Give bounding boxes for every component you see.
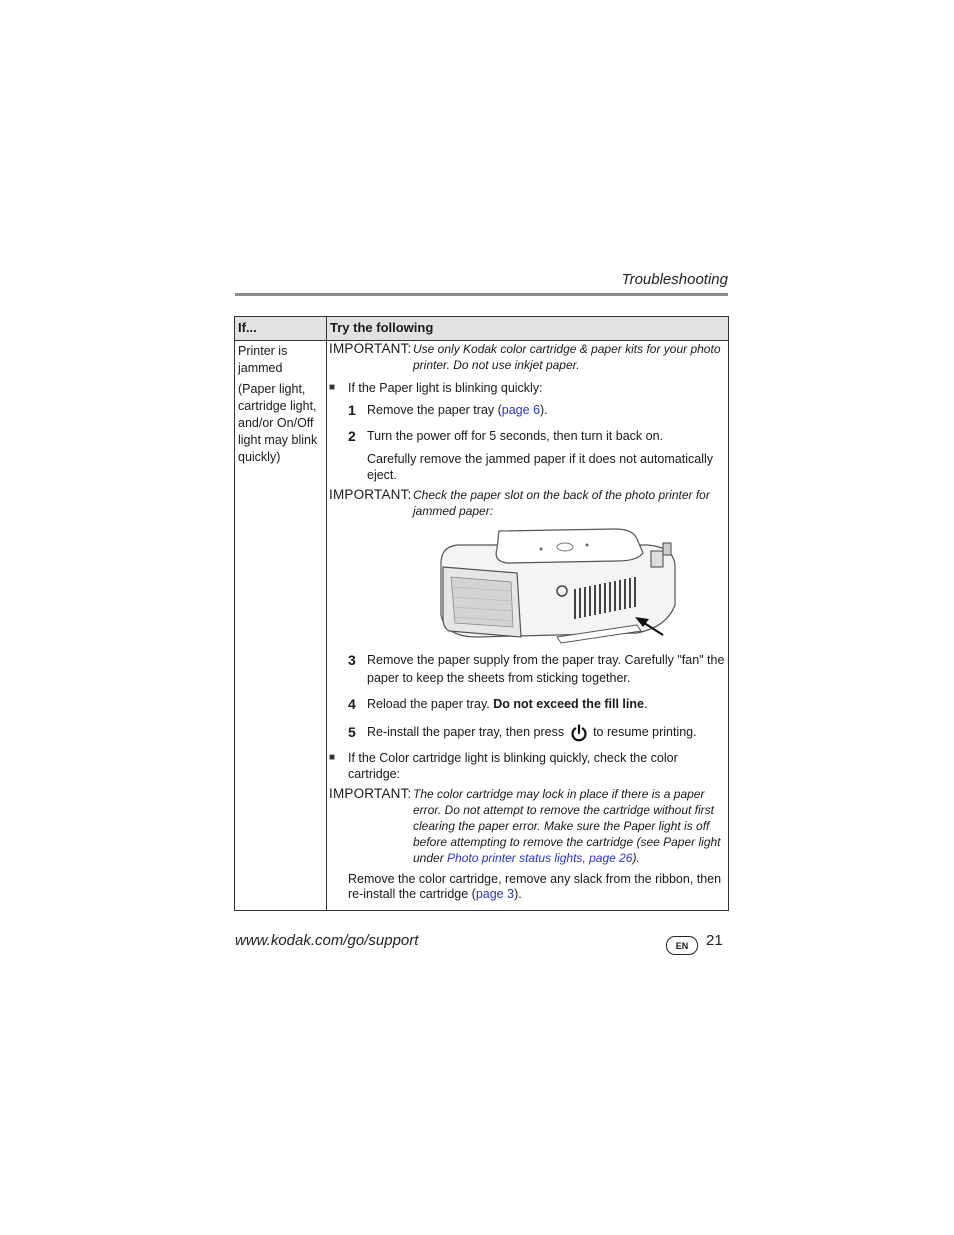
step-text-part: Re-install the paper tray, then press (367, 725, 565, 739)
important-text: Use only Kodak color cartridge & paper kits for your photo printer. Do not use inkjet paper. (413, 342, 721, 372)
step-text: Turn the power off for 5 seconds, then turn it back on. (367, 429, 664, 443)
link-page-3[interactable]: page 3 (475, 886, 515, 901)
link-page-6[interactable]: page 6 (501, 403, 541, 417)
header-rule (235, 293, 728, 296)
bullet-text: If the Color cartridge light is blinking quickly, check the color cartridge: (348, 750, 678, 781)
step-2 (329, 427, 726, 445)
step-text (367, 695, 726, 713)
step-text-part: . (643, 697, 648, 711)
step-text-part: ). (540, 403, 548, 417)
step-text (367, 401, 726, 419)
step-4 (329, 695, 726, 713)
important-label: IMPORTANT: (329, 341, 412, 356)
step-number: 4 (348, 696, 356, 712)
important-text: Check the paper slot on the back of the photo printer for jammed paper: (413, 488, 710, 518)
section-title: Troubleshooting (621, 271, 728, 288)
link-status-lights[interactable]: Photo printer status lights, page 26 (447, 850, 633, 865)
step-number: 1 (348, 402, 356, 418)
bullet-square-icon: ■ (329, 751, 336, 763)
step-text-part: Reload the paper tray. (367, 697, 494, 711)
step-1 (329, 401, 726, 419)
bullet-color-cartridge (329, 750, 726, 782)
support-url[interactable]: www.kodak.com/go/support (235, 932, 419, 949)
important-label: IMPORTANT: (329, 785, 412, 801)
bullet-square-icon: ■ (329, 382, 336, 393)
step-number: 3 (348, 652, 356, 668)
step-text: Remove the paper supply from the paper tray. Carefully "fan" the paper to keep the sheets from sticking together. (367, 653, 725, 685)
col-header-try: Try the following (327, 317, 729, 341)
language-badge: EN (666, 936, 698, 955)
step-number: 5 (348, 724, 356, 740)
page-number: 21 (706, 932, 723, 949)
important-text-part: The color cartridge may lock in place if there is a paper error. Do not attempt to remove the cartridge without first clearing the paper error. Make sure the Paper light is off before attempting to remove the cartridge (see Paper light under (413, 786, 721, 865)
condition-main: Printer is jammed (238, 344, 288, 375)
step-3 (329, 651, 726, 687)
condition-detail: (Paper light, cartridge light, and/or On/Off light may blink quickly) (238, 382, 318, 464)
bullet-text: If the Paper light is blinking quickly: (348, 381, 543, 395)
col-header-if: If... (235, 317, 327, 341)
step-text (367, 723, 726, 742)
important-note-2 (329, 487, 726, 519)
fill-line-warning: Do not exceed the fill line (493, 697, 644, 711)
step-5 (329, 723, 726, 742)
bullet-paper-light (329, 380, 726, 396)
step-2-note: Carefully remove the jammed paper if it does not automatically eject. (367, 452, 713, 482)
important-note-1 (329, 341, 726, 373)
important-note-3 (329, 786, 726, 866)
step-text-part: to resume printing. (593, 725, 697, 739)
important-label: IMPORTANT: (329, 487, 412, 502)
troubleshooting-table (234, 316, 729, 911)
final-text-part: Remove the color cartridge, remove any slack from the ribbon, then re-install the cartridge ( (348, 871, 722, 901)
final-instruction (329, 872, 726, 902)
important-text (413, 786, 726, 866)
final-text-part: ). (514, 886, 522, 901)
step-text-part: Remove the paper tray ( (367, 403, 502, 417)
table-header-row (235, 317, 729, 341)
table-row (235, 341, 729, 911)
printer-illustration (437, 527, 677, 647)
step-number: 2 (348, 428, 356, 444)
important-text-part: ). (632, 850, 640, 865)
power-icon (570, 724, 588, 742)
solution-cell (327, 341, 729, 911)
condition-cell (235, 341, 327, 911)
